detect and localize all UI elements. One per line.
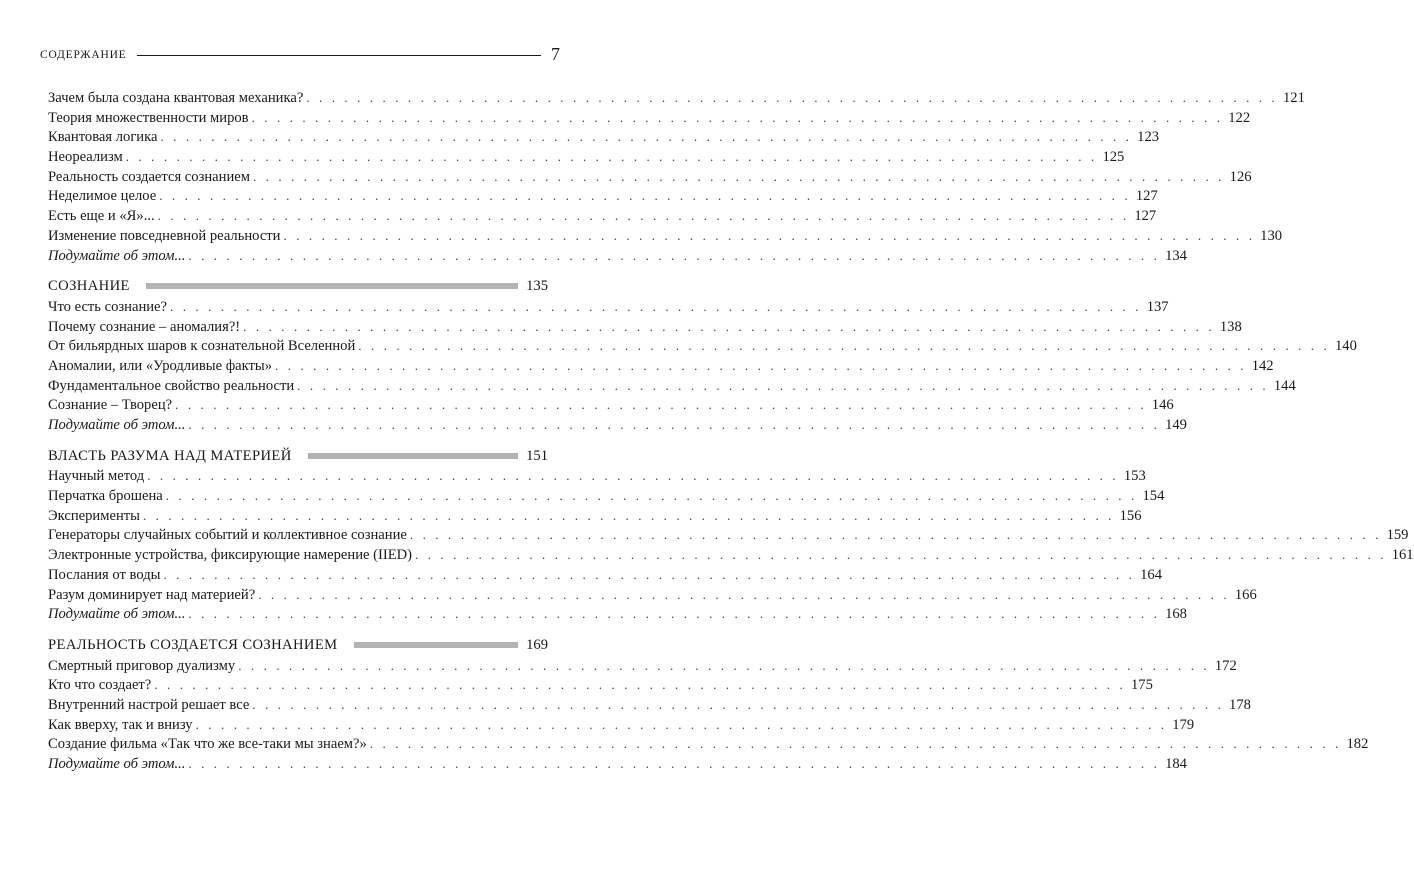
entry-title: Почему сознание – аномалия?! <box>48 318 241 335</box>
entry-title: Разум доминирует над материей? <box>48 586 256 603</box>
toc-entry[interactable] <box>48 206 1157 226</box>
entry-title: Есть еще и «Я»... <box>48 208 155 225</box>
entry-title: Послания от воды <box>48 566 161 583</box>
toc-entry[interactable] <box>48 147 1125 167</box>
dot-leader: . . . . . . . . . . . . . . . . . . . . . . . . . . . . . . . . . . . . . . . . . . . . . . . . . . . . . . . . . . . . . . . . . . . . . . . . . . . . . <box>358 338 1330 354</box>
entry-title: Кто что создает? <box>48 677 152 694</box>
entry-page-number: 149 <box>1165 417 1187 433</box>
entry-title: Неореализм <box>48 149 123 166</box>
toc-entry[interactable] <box>48 336 1357 356</box>
toc-entry[interactable] <box>48 715 1195 735</box>
entry-page-number: 142 <box>1251 357 1274 374</box>
dot-leader: . . . . . . . . . . . . . . . . . . . . . . . . . . . . . . . . . . . . . . . . . . . . . . . . . . . . . . . . . . . . . . . . . . . . . . . . . . . . . <box>252 168 1225 184</box>
dot-leader: . . . . . . . . . . . . . . . . . . . . . . . . . . . . . . . . . . . . . . . . . . . . . . . . . . . . . . . . . . . . . . . . . . . . . . . . . . . . . <box>297 377 1269 393</box>
entry-title: Как вверху, так и внизу <box>48 716 193 733</box>
toc-entry[interactable] <box>48 604 1187 624</box>
dot-leader: . . . . . . . . . . . . . . . . . . . . . . . . . . . . . . . . . . . . . . . . . . . . . . . . . . . . . . . . . . . . . . . . . . . . . . . . . . . . . <box>188 606 1160 622</box>
entry-page-number: 137 <box>1146 298 1169 315</box>
entry-page-number: 130 <box>1260 227 1283 244</box>
toc-entry[interactable] <box>48 395 1174 415</box>
entry-page-number: 172 <box>1214 657 1237 674</box>
entry-title: Реальность создается сознанием <box>48 168 250 185</box>
dot-leader: . . . . . . . . . . . . . . . . . . . . . . . . . . . . . . . . . . . . . . . . . . . . . . . . . . . . . . . . . . . . . . . . . . . . . . . . . . . . . <box>415 547 1387 563</box>
dot-leader: . . . . . . . . . . . . . . . . . . . . . . . . . . . . . . . . . . . . . . . . . . . . . . . . . . . . . . . . . . . . . . . . . . . . . . . . . . . . . <box>188 756 1160 771</box>
toc-entry[interactable] <box>48 246 1187 266</box>
running-head-title: СОДЕРЖАНИЕ <box>40 48 127 61</box>
entry-page-number: 154 <box>1142 488 1165 505</box>
entry-page-number: 182 <box>1346 736 1369 753</box>
entry-title: Подумайте об этом... <box>48 417 186 433</box>
toc-entry[interactable] <box>48 754 1187 774</box>
entry-page-number: 156 <box>1119 507 1142 524</box>
toc-entry[interactable] <box>48 506 1142 526</box>
toc-entry[interactable] <box>48 108 1251 128</box>
dot-leader: . . . . . . . . . . . . . . . . . . . . . . . . . . . . . . . . . . . . . . . . . . . . . . . . . . . . . . . . . . . . . . . . . . . . . . . . . . . . . <box>147 468 1119 484</box>
dot-leader: . . . . . . . . . . . . . . . . . . . . . . . . . . . . . . . . . . . . . . . . . . . . . . . . . . . . . . . . . . . . . . . . . . . . . . . . . . . . . <box>165 488 1138 504</box>
dot-leader: . . . . . . . . . . . . . . . . . . . . . . . . . . . . . . . . . . . . . . . . . . . . . . . . . . . . . . . . . . . . . . . . . . . . . . . . . . . . . <box>188 417 1160 432</box>
dot-leader: . . . . . . . . . . . . . . . . . . . . . . . . . . . . . . . . . . . . . . . . . . . . . . . . . . . . . . . . . . . . . . . . . . . . . . . . . . . . . <box>306 90 1278 105</box>
entry-title: Подумайте об этом... <box>48 247 186 264</box>
dot-leader: . . . . . . . . . . . . . . . . . . . . . . . . . . . . . . . . . . . . . . . . . . . . . . . . . . . . . . . . . . . . . . . . . . . . . . . . . . . . . <box>258 586 1230 602</box>
dot-leader: . . . . . . . . . . . . . . . . . . . . . . . . . . . . . . . . . . . . . . . . . . . . . . . . . . . . . . . . . . . . . . . . . . . . . . . . . . . . . <box>154 677 1126 693</box>
entry-page-number: 175 <box>1130 677 1153 694</box>
dot-leader: . . . . . . . . . . . . . . . . . . . . . . . . . . . . . . . . . . . . . . . . . . . . . . . . . . . . . . . . . . . . . . . . . . . . . . . . . . . . . <box>275 357 1247 373</box>
entry-title: Что есть сознание? <box>48 298 168 315</box>
entry-page-number: 134 <box>1165 247 1187 264</box>
toc-entry[interactable] <box>48 525 1409 545</box>
toc-entry[interactable] <box>48 656 1237 676</box>
toc-entry[interactable] <box>48 466 1146 486</box>
entry-page-number: 179 <box>1172 716 1195 733</box>
toc-entry[interactable] <box>48 226 1283 246</box>
running-head-rule <box>137 55 541 56</box>
section-page-number: 169 <box>526 636 548 653</box>
toc-entry[interactable] <box>48 585 1257 605</box>
entry-title: Квантовая логика <box>48 129 158 146</box>
dot-leader: . . . . . . . . . . . . . . . . . . . . . . . . . . . . . . . . . . . . . . . . . . . . . . . . . . . . . . . . . . . . . . . . . . . . . . . . . . . . . <box>251 109 1224 125</box>
entry-title: Зачем была создана квантовая механика? <box>48 90 304 106</box>
dot-leader: . . . . . . . . . . . . . . . . . . . . . . . . . . . . . . . . . . . . . . . . . . . . . . . . . . . . . . . . . . . . . . . . . . . . . . . . . . . . . <box>125 149 1098 165</box>
entry-title: Создание фильма «Так что же все-таки мы знаем?» <box>48 736 367 753</box>
entry-title: Теория множественности миров <box>48 109 249 126</box>
section-title: СОЗНАНИЕ <box>48 278 130 295</box>
dot-leader: . . . . . . . . . . . . . . . . . . . . . . . . . . . . . . . . . . . . . . . . . . . . . . . . . . . . . . . . . . . . . . . . . . . . . . . . . . . . . <box>175 397 1147 413</box>
dot-leader: . . . . . . . . . . . . . . . . . . . . . . . . . . . . . . . . . . . . . . . . . . . . . . . . . . . . . . . . . . . . . . . . . . . . . . . . . . . . . <box>409 527 1382 543</box>
section-bar <box>146 283 518 289</box>
dot-leader: . . . . . . . . . . . . . . . . . . . . . . . . . . . . . . . . . . . . . . . . . . . . . . . . . . . . . . . . . . . . . . . . . . . . . . . . . . . . . <box>252 696 1224 712</box>
entry-page-number: 126 <box>1229 168 1252 185</box>
toc-entry[interactable] <box>48 317 1242 337</box>
entry-page-number: 178 <box>1229 696 1251 713</box>
dot-leader: . . . . . . . . . . . . . . . . . . . . . . . . . . . . . . . . . . . . . . . . . . . . . . . . . . . . . . . . . . . . . . . . . . . . . . . . . . . . . <box>283 227 1256 243</box>
section-page-number: 151 <box>526 447 548 464</box>
entry-title: Неделимое целое <box>48 188 157 205</box>
dot-leader: . . . . . . . . . . . . . . . . . . . . . . . . . . . . . . . . . . . . . . . . . . . . . . . . . . . . . . . . . . . . . . . . . . . . . . . . . . . . . <box>238 657 1210 673</box>
toc-entry[interactable] <box>48 167 1252 187</box>
toc-entry[interactable] <box>48 127 1160 147</box>
toc-entry[interactable] <box>48 545 1414 565</box>
dot-leader: . . . . . . . . . . . . . . . . . . . . . . . . . . . . . . . . . . . . . . . . . . . . . . . . . . . . . . . . . . . . . . . . . . . . . . . . . . . . . <box>195 716 1168 732</box>
page-number: 7 <box>551 44 560 64</box>
entry-page-number: 166 <box>1234 586 1257 603</box>
entry-title: Фундаментальное свойство реальности <box>48 377 295 394</box>
running-head <box>40 44 560 65</box>
toc-entry[interactable] <box>48 88 1305 108</box>
toc-section-heading[interactable] <box>48 636 548 656</box>
dot-leader: . . . . . . . . . . . . . . . . . . . . . . . . . . . . . . . . . . . . . . . . . . . . . . . . . . . . . . . . . . . . . . . . . . . . . . . . . . . . . <box>188 247 1160 263</box>
toc-entry[interactable] <box>48 356 1274 376</box>
entry-page-number: 127 <box>1135 188 1158 205</box>
entry-title: Генераторы случайных событий и коллективное сознание <box>48 527 407 544</box>
toc-section-heading[interactable] <box>48 277 548 297</box>
entry-title: Научный метод <box>48 468 145 485</box>
entry-page-number: 127 <box>1134 208 1157 225</box>
entry-page-number: 138 <box>1219 318 1242 335</box>
toc-entry[interactable] <box>48 486 1165 506</box>
entry-title: Смертный приговор дуализму <box>48 657 236 674</box>
section-bar <box>354 642 518 648</box>
entry-page-number: 121 <box>1282 90 1305 106</box>
entry-title: Подумайте об этом... <box>48 606 186 623</box>
dot-leader: . . . . . . . . . . . . . . . . . . . . . . . . . . . . . . . . . . . . . . . . . . . . . . . . . . . . . . . . . . . . . . . . . . . . . . . . . . . . . <box>159 188 1131 204</box>
entry-page-number: 144 <box>1273 377 1296 394</box>
entry-page-number: 153 <box>1123 468 1146 485</box>
dot-leader: . . . . . . . . . . . . . . . . . . . . . . . . . . . . . . . . . . . . . . . . . . . . . . . . . . . . . . . . . . . . . . . . . . . . . . . . . . . . . <box>243 318 1215 334</box>
toc-section-heading[interactable] <box>48 447 548 467</box>
entry-title: Изменение повседневной реальности <box>48 227 281 244</box>
toc-entry[interactable] <box>48 695 1251 715</box>
dot-leader: . . . . . . . . . . . . . . . . . . . . . . . . . . . . . . . . . . . . . . . . . . . . . . . . . . . . . . . . . . . . . . . . . . . . . . . . . . . . . <box>142 507 1115 523</box>
entry-title: Подумайте об этом... <box>48 756 186 772</box>
entry-page-number: 168 <box>1165 606 1187 623</box>
entry-page-number: 161 <box>1391 547 1414 564</box>
section-bar <box>308 453 518 459</box>
section-page-number: 135 <box>526 278 548 295</box>
entry-title: Перчатка брошена <box>48 488 163 505</box>
toc-entry[interactable] <box>48 565 1163 585</box>
toc-entry[interactable] <box>48 186 1158 206</box>
entry-page-number: 140 <box>1334 338 1357 355</box>
toc-entry[interactable] <box>48 675 1153 695</box>
entry-title: Эксперименты <box>48 507 140 524</box>
entry-title: Электронные устройства, фиксирующие намерение (IIED) <box>48 547 413 564</box>
dot-leader: . . . . . . . . . . . . . . . . . . . . . . . . . . . . . . . . . . . . . . . . . . . . . . . . . . . . . . . . . . . . . . . . . . . . . . . . . . . . . <box>160 129 1133 145</box>
entry-page-number: 122 <box>1228 109 1251 126</box>
toc-entry[interactable] <box>48 415 1187 435</box>
entry-page-number: 125 <box>1102 149 1125 166</box>
table-of-contents <box>48 88 1414 774</box>
dot-leader: . . . . . . . . . . . . . . . . . . . . . . . . . . . . . . . . . . . . . . . . . . . . . . . . . . . . . . . . . . . . . . . . . . . . . . . . . . . . . <box>369 736 1342 752</box>
dot-leader: . . . . . . . . . . . . . . . . . . . . . . . . . . . . . . . . . . . . . . . . . . . . . . . . . . . . . . . . . . . . . . . . . . . . . . . . . . . . . <box>170 298 1142 314</box>
section-title: ВЛАСТЬ РАЗУМА НАД МАТЕРИЕЙ <box>48 447 292 464</box>
entry-page-number: 164 <box>1140 566 1163 583</box>
dot-leader: . . . . . . . . . . . . . . . . . . . . . . . . . . . . . . . . . . . . . . . . . . . . . . . . . . . . . . . . . . . . . . . . . . . . . . . . . . . . . <box>157 208 1130 224</box>
entry-page-number: 123 <box>1137 129 1160 146</box>
entry-title: Сознание – Творец? <box>48 397 173 414</box>
entry-title: Аномалии, или «Уродливые факты» <box>48 357 273 374</box>
entry-title: От бильярдных шаров к сознательной Вселенной <box>48 338 356 355</box>
entry-page-number: 159 <box>1386 527 1409 544</box>
section-title: РЕАЛЬНОСТЬ СОЗДАЕТСЯ СОЗНАНИЕМ <box>48 636 338 653</box>
entry-title: Внутренний настрой решает все <box>48 696 250 713</box>
toc-entry[interactable] <box>48 376 1296 396</box>
toc-entry[interactable] <box>48 734 1369 754</box>
toc-entry[interactable] <box>48 297 1169 317</box>
entry-page-number: 146 <box>1151 397 1174 414</box>
entry-page-number: 184 <box>1165 756 1187 772</box>
dot-leader: . . . . . . . . . . . . . . . . . . . . . . . . . . . . . . . . . . . . . . . . . . . . . . . . . . . . . . . . . . . . . . . . . . . . . . . . . . . . . <box>163 566 1136 582</box>
